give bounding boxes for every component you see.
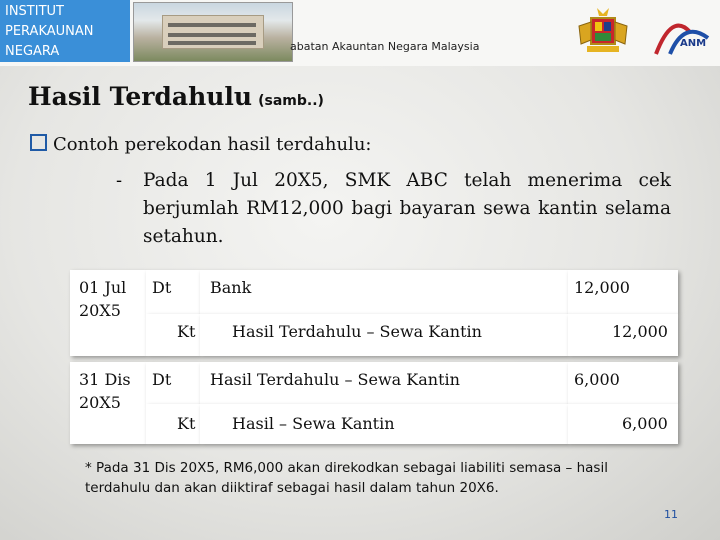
slide-title bbox=[28, 82, 324, 111]
agency-name: abatan Akauntan Negara Malaysia bbox=[290, 40, 480, 53]
anm-logo-text: ANM bbox=[680, 38, 707, 49]
title-suffix: (samb..) bbox=[258, 93, 324, 109]
entry-date-line1: 31 Dis bbox=[79, 370, 131, 389]
debit-account: Hasil Terdahulu – Sewa Kantin bbox=[210, 370, 460, 389]
institute-logo bbox=[0, 0, 130, 62]
debit-label: Dt bbox=[152, 278, 172, 297]
header-bar bbox=[0, 0, 720, 66]
page-number: 11 bbox=[664, 508, 678, 521]
credit-amount: 12,000 bbox=[612, 322, 668, 341]
bullet-point bbox=[30, 134, 371, 155]
institute-line-1: INSTITUT bbox=[5, 4, 64, 19]
credit-amount: 6,000 bbox=[622, 414, 668, 433]
debit-amount: 12,000 bbox=[574, 278, 630, 297]
title-main: Hasil Terdahulu bbox=[28, 82, 253, 111]
credit-label: Kt bbox=[177, 322, 196, 341]
checkbox-bullet-icon bbox=[30, 134, 47, 151]
credit-account: Hasil Terdahulu – Sewa Kantin bbox=[232, 322, 482, 341]
bullet-text: Contoh perekodan hasil terdahulu: bbox=[53, 134, 372, 155]
institute-line-2: PERAKAUNAN bbox=[5, 24, 94, 39]
debit-amount: 6,000 bbox=[574, 370, 620, 389]
institute-line-3: NEGARA bbox=[5, 44, 60, 59]
debit-account: Bank bbox=[210, 278, 252, 297]
credit-label: Kt bbox=[177, 414, 196, 433]
example-paragraph: Pada 1 Jul 20X5, SMK ABC telah menerima cek berjumlah RM12,000 bagi bayaran sewa kantin selama setahun. bbox=[143, 170, 671, 247]
malaysia-crest-icon bbox=[573, 4, 633, 60]
footnote: * Pada 31 Dis 20X5, RM6,000 akan direkodkan sebagai liabiliti semasa – hasil terdahulu dan akan diiktiraf sebagai hasil dalam tahun 20X6. bbox=[85, 460, 608, 496]
dr-account-panel bbox=[200, 270, 568, 314]
entry-date-line2: 20X5 bbox=[79, 393, 121, 412]
dash-marker: - bbox=[116, 170, 123, 191]
debit-label: Dt bbox=[152, 370, 172, 389]
entry-date-line2: 20X5 bbox=[79, 301, 121, 320]
credit-account: Hasil – Sewa Kantin bbox=[232, 414, 395, 433]
entry-date-line1: 01 Jul bbox=[79, 278, 127, 297]
building-photo bbox=[133, 2, 293, 62]
